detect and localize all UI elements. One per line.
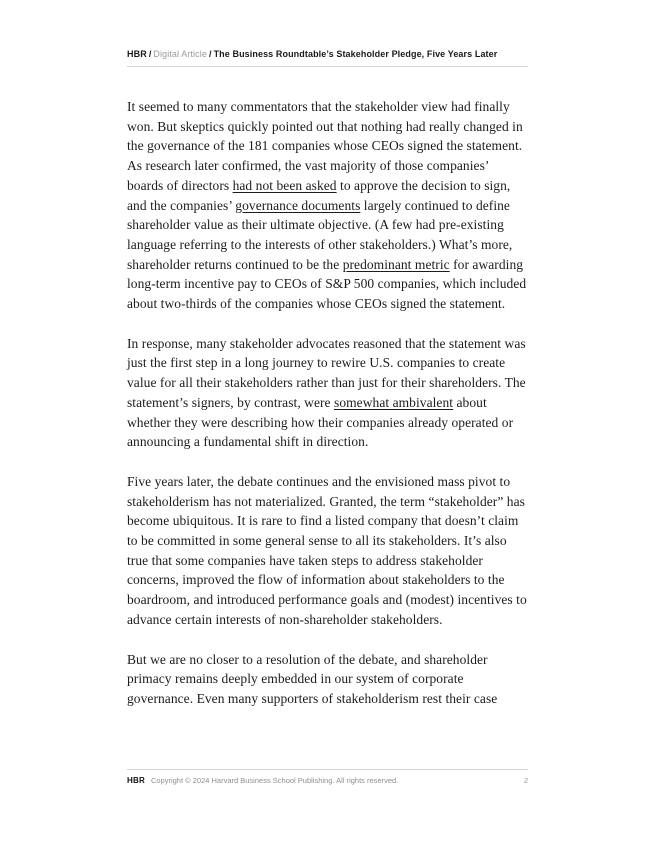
paragraph-text: largely continued to define shareholder value as their ultimate objective. (A few had pre-existing language referring to the interests of other stakeholders.) What’s more, shareholder returns continued to be the — [127, 197, 513, 272]
hbr-logo: HBR — [127, 776, 145, 785]
inline-link[interactable]: predominant metric — [342, 256, 450, 272]
inline-link[interactable]: somewhat ambivalent — [334, 394, 454, 410]
header-rule — [127, 66, 528, 67]
paragraph-text: about whether they were describing how their companies already operated or announcing a fundamental shift in direction. — [127, 394, 514, 450]
paragraph-text: But we are no closer to a resolution of the debate, and shareholder primacy remains deeply embedded in our system of corporate governance. Even many supporters of stakeholderism rest their case — [127, 651, 498, 706]
page-number: 2 — [523, 776, 528, 785]
header-breadcrumb — [127, 49, 528, 59]
paragraph — [127, 334, 528, 452]
header-category: Digital Article — [153, 49, 207, 59]
paragraph-text: to approve the decision to sign, and the companies’ — [127, 177, 511, 213]
header-separator: / — [148, 49, 152, 59]
footer — [127, 776, 528, 785]
paragraph-text: In response, many stakeholder advocates reasoned that the statement was just the first step in a long journey to rewire U.S. companies to create value for all their stakeholders rather than just for their shareholders. The statement’s signers, by contrast, were — [127, 335, 526, 410]
paragraph-text: Five years later, the debate continues and the envisioned mass pivot to stakeholderism has not materialized. Granted, the term “stakeholder” has become ubiquitous. It is rare to find a listed company that doesn’t claim to be committed in some general sense to all its stakeholders. It’s also true that some companies have taken steps to address stakeholder concerns, improved the flow of information about stakeholders to the boardroom, and introduced performance goals and (modest) incentives to advance certain interests of non-shareholder stakeholders. — [127, 473, 527, 627]
footer-left — [127, 776, 398, 785]
paragraph — [127, 97, 528, 314]
paragraph — [127, 472, 528, 630]
header-separator: / — [208, 49, 212, 59]
paragraph-text: It seemed to many commentators that the stakeholder view had finally won. But skeptics quickly pointed out that nothing had really changed in the governance of the 181 companies whose CEOs signed the statement. As research later confirmed, the vast majority of those companies’ boards of directors — [127, 99, 523, 193]
inline-link[interactable]: governance documents — [235, 197, 361, 213]
article-body — [127, 97, 528, 729]
header-title: The Business Roundtable’s Stakeholder Pledge, Five Years Later — [213, 49, 498, 59]
paragraph-text: for awarding long-term incentive pay to CEOs of S&P 500 companies, which included about two-thirds of the companies whose CEOs signed the statement. — [127, 256, 527, 312]
paragraph — [127, 650, 528, 709]
footer-rule — [127, 769, 528, 770]
inline-link[interactable]: had not been asked — [232, 177, 337, 193]
footer-copyright: Copyright © 2024 Harvard Business School Publishing. All rights reserved. — [150, 776, 399, 785]
header-brand: HBR — [127, 49, 147, 59]
